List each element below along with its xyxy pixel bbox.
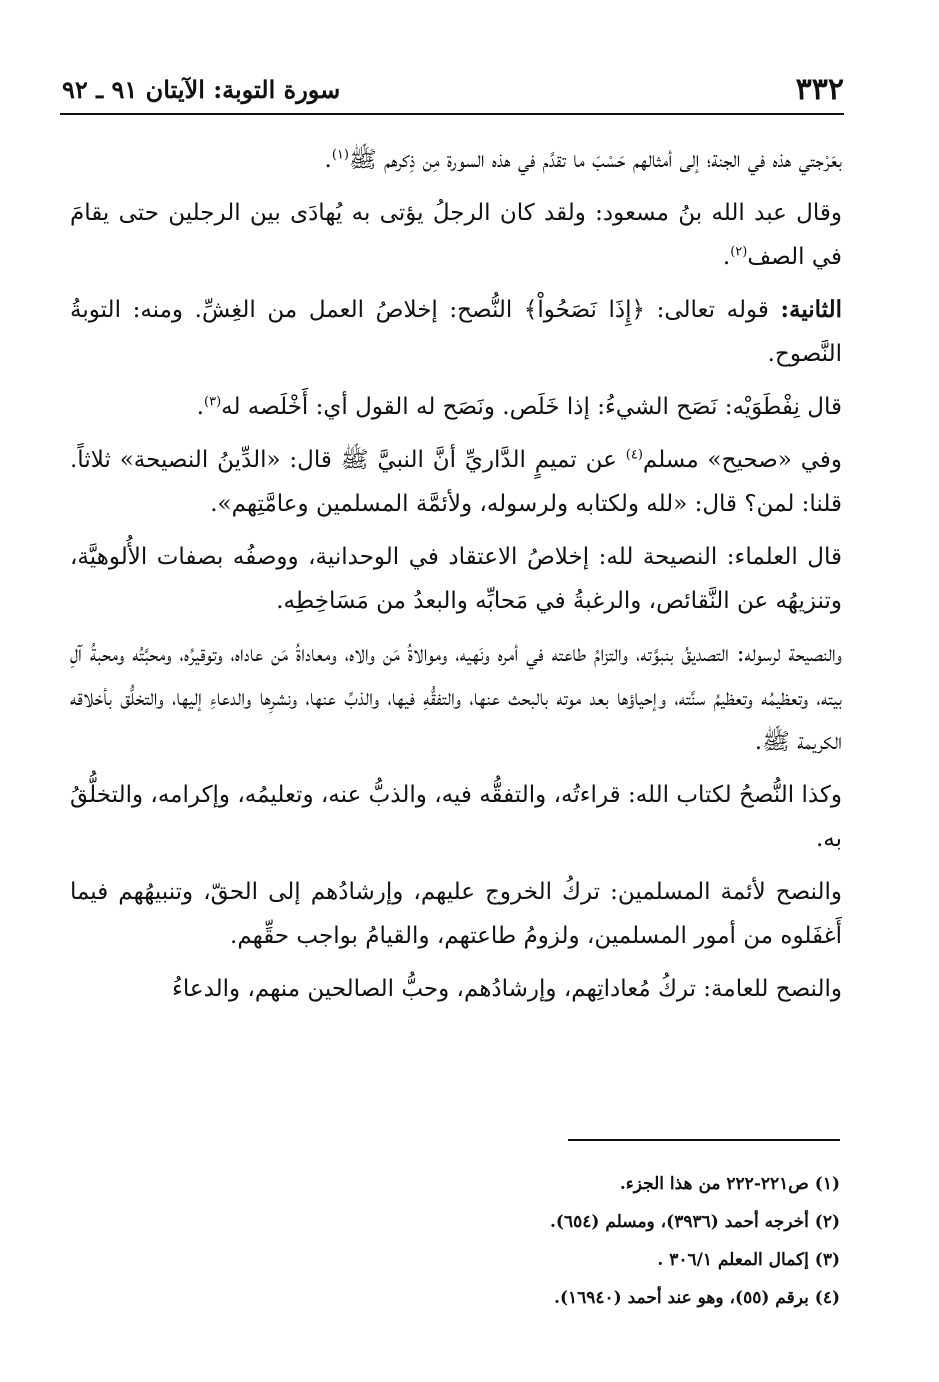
paragraph-7: والنصيحة لرسوله: التصديقُ بنبوَّته، والتزامُ طاعته في أمره ونَهيه، وموالاةُ مَن والاه، ومعاداةُ مَن عاداه، وتوقيرُه، ومحبَّتُه ومحبةُ آلِ بيته، وتعظيمُه وتعظيمُ سنَّته، وإحياؤها بعد موته بالبحث عنها، والتفقُّهِ فيها، والذبِّ عنها، ونشرِها والدعاءِ إليها، والتخلُّق بأخلاقه الكريمة ﷺ.	[70, 641, 842, 755]
paragraph-8: وكذا النُّصحُ لكتاب الله: قراءتُه، والتفقُّه فيه، والذبُّ عنه، وتعليمُه، وإكرامه، والتخلُّقُ به.	[70, 782, 842, 852]
paragraph-2-text: وقال عبد الله بنُ مسعود: ولقد كان الرجلُ يؤتى به يُهادَى بين الرجلين حتى يقامَ في الصف	[70, 200, 842, 270]
paragraph-2-end: .	[722, 244, 731, 270]
paragraph-2	[70, 191, 842, 279]
paragraph-3	[70, 288, 842, 376]
footnote-ref-3: (٣)	[204, 394, 222, 410]
footnote-3: (٣) إكمال المعلم ٣٠٦/١ .	[657, 1250, 840, 1270]
paragraph-5	[70, 438, 842, 526]
paragraph-6: قال العلماء: النصيحة لله: إخلاصُ الاعتقاد في الوحدانية، ووصفُه بصفات الأُلوهيَّة، وتنزيهُه عن النَّقائص، والرغبةُ في مَحابِّه والبعدُ من مَسَاخِطِه.	[70, 544, 842, 614]
paragraph-1	[70, 138, 842, 182]
footnote-ref-4: (٤)	[625, 447, 643, 463]
paragraph-4-text: قال نِفْطَوَيْه: نَصَح الشيءُ: إذا خَلَص. ونَصَح له القول أي: أَخْلَصه له	[221, 394, 842, 420]
running-title: سورة التوبة: الآيتان ٩١ ـ ٩٢	[62, 74, 341, 104]
paragraph-3-text: قوله تعالى: ﴿إِذَا نَصَحُواْ﴾ النُّصح: إخلاصُ العمل من الغِشِّ. ومنه: التوبةُ النَّصوح.	[70, 297, 842, 367]
main-text	[70, 138, 842, 1020]
footnote-ref-2: (٢)	[730, 244, 748, 260]
paragraph-9: والنصح لأئمة المسلمين: تركُ الخروج عليهم، وإرشادُهم إلى الحقّ، وتنبيهُهم فيما أَغفَلوه من أمور المسلمين، ولزومُ طاعتهم، والقيامُ بواجب حقِّهم.	[70, 879, 842, 949]
footnote-ref-1: (١)	[331, 147, 349, 163]
page-header	[62, 66, 844, 112]
section-lead-second: الثانية:	[780, 296, 843, 323]
paragraph-1-text: بعَرْجتي هذه في الجنة؛ إلى أمثالهم حَسْبَ ما تقدَّم في هذه السورة مِن ذِكرهم ﷺ	[348, 147, 842, 173]
footnotes	[70, 1165, 840, 1317]
footnote-2: (٢) أخرجه أحمد (٣٩٣٦)، ومسلم (٦٥٤).	[550, 1212, 840, 1232]
header-rule	[60, 113, 844, 115]
footnote-4: (٤) برقم (٥٥)، وهو عند أحمد (١٦٩٤٠).	[554, 1288, 840, 1308]
paragraph-4-end: .	[196, 394, 205, 420]
page-number: ٣٣٢	[795, 71, 844, 107]
paragraph-5-text-a: وفي «صحيح» مسلم	[642, 447, 842, 473]
paragraph-5-text-b: عن تميمٍ الدَّاريِّ أنَّ النبيَّ ﷺ قال: «الدِّينُ النصيحة» ثلاثاً. قلنا: لمن؟ قال: «لله ولكتابه ولرسوله، ولأئمَّة المسلمين وعامَّتِهم».	[70, 447, 842, 517]
footnote-1: (١) ص٢٢١-٢٢٢ من هذا الجزء.	[619, 1174, 840, 1194]
paragraph-1-end: .	[324, 147, 332, 173]
footnote-separator	[568, 1139, 840, 1141]
paragraph-4	[70, 385, 842, 429]
paragraph-10: والنصح للعامة: تركُ مُعاداتِهم، وإرشادُهم، وحبُّ الصالحين منهم، والدعاءُ	[172, 976, 842, 1002]
